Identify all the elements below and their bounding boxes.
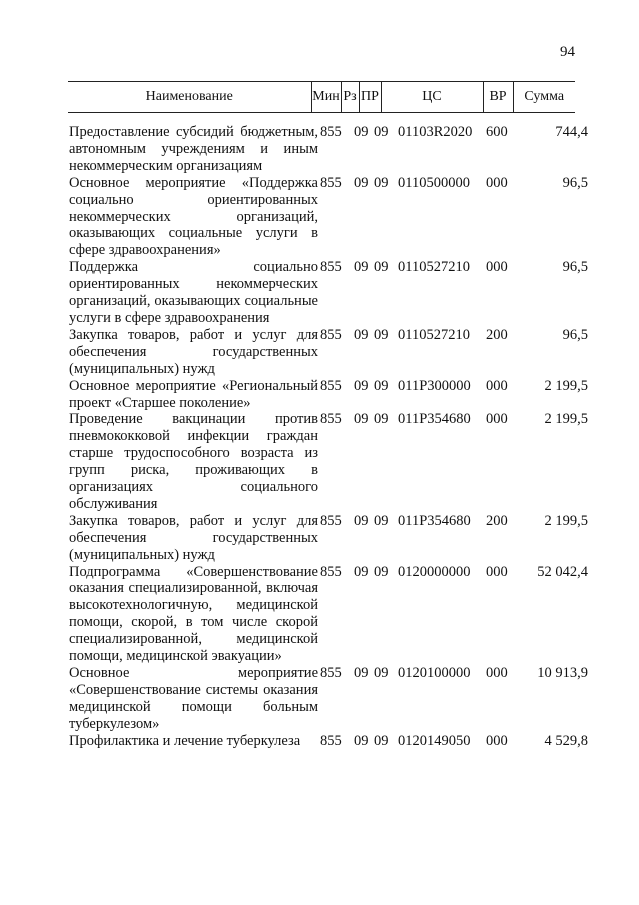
row-vr: 000: [486, 377, 508, 394]
row-vr: 200: [486, 512, 508, 529]
row-min: 855: [320, 563, 342, 580]
row-sum: 96,5: [562, 326, 588, 343]
row-sum: 96,5: [562, 259, 588, 276]
row-pr: 09: [374, 732, 389, 749]
row-name: Закупка товаров, работ и услуг для обеспечения государственных (муниципальных) нужд: [69, 326, 318, 377]
budget-table-body: [69, 124, 589, 750]
header-cs: ЦС: [381, 82, 483, 113]
row-rz: 09: [354, 563, 369, 580]
row-name: Основное мероприятие «Региональный проект «Старшее поколение»: [69, 377, 318, 411]
table-row: [69, 327, 589, 378]
row-pr: 09: [374, 326, 389, 343]
header-vr: ВР: [483, 82, 513, 113]
row-name: Проведение вакцинации против пневмококковой инфекции граждан старше трудоспособного возраста из групп риска, проживающих в организациях социального обслуживания: [69, 411, 318, 512]
header-pr: ПР: [359, 82, 381, 113]
table-row: [69, 259, 589, 327]
row-pr: 09: [374, 563, 389, 580]
row-cs: 01103R2020: [398, 124, 473, 140]
row-sum: 2 199,5: [544, 512, 588, 529]
row-sum: 96,5: [562, 174, 588, 191]
row-cs: 011P354680: [398, 411, 471, 428]
row-rz: 09: [354, 326, 369, 343]
row-pr: 09: [374, 512, 389, 529]
row-rz: 09: [354, 665, 369, 681]
table-row: [69, 733, 589, 750]
row-vr: 600: [486, 124, 508, 140]
row-min: 855: [320, 326, 342, 343]
row-pr: 09: [374, 665, 389, 681]
table-row: [69, 124, 589, 175]
row-cs: 011P300000: [398, 377, 471, 394]
table-row: [69, 175, 589, 260]
row-vr: 200: [486, 326, 508, 343]
row-vr: 000: [486, 411, 508, 428]
row-vr: 000: [486, 259, 508, 276]
table-row: [69, 378, 589, 412]
row-rz: 09: [354, 174, 369, 191]
row-min: 855: [320, 259, 342, 276]
row-vr: 000: [486, 174, 508, 191]
row-pr: 09: [374, 174, 389, 191]
row-rz: 09: [354, 411, 369, 428]
row-sum: 4 529,8: [544, 732, 588, 749]
row-sum: 2 199,5: [544, 411, 588, 428]
row-min: 855: [320, 174, 342, 191]
row-cs: 0110527210: [398, 326, 470, 343]
page-number: 94: [560, 44, 575, 60]
header-name: Наименование: [68, 82, 311, 113]
row-sum: 10 913,9: [537, 665, 588, 681]
row-pr: 09: [374, 259, 389, 276]
table-row: [69, 665, 589, 733]
header-sum: Сумма: [513, 82, 575, 113]
row-name: Основное мероприятие «Совершенствование системы оказания медицинской помощи больным туберкулезом»: [69, 665, 318, 732]
table-row: [69, 513, 589, 564]
row-vr: 000: [486, 732, 508, 749]
row-cs: 0110500000: [398, 174, 470, 191]
row-cs: 0120149050: [398, 732, 471, 749]
header-rz: Рз: [341, 82, 359, 113]
row-pr: 09: [374, 377, 389, 394]
row-name: Профилактика и лечение туберкулеза: [69, 732, 301, 749]
row-pr: 09: [374, 124, 389, 140]
table-header: [68, 81, 575, 113]
row-rz: 09: [354, 259, 369, 276]
row-min: 855: [320, 124, 342, 140]
row-sum: 2 199,5: [544, 377, 588, 394]
row-cs: 0120100000: [398, 665, 471, 681]
row-sum: 52 042,4: [537, 563, 588, 580]
row-min: 855: [320, 732, 342, 749]
row-min: 855: [320, 411, 342, 428]
row-name: Основное мероприятие «Поддержка социально ориентированных некоммерческих организаций, оказывающих социальные услуги в сфере здравоохранения»: [69, 174, 318, 259]
row-rz: 09: [354, 732, 369, 749]
table-row: [69, 564, 589, 665]
row-min: 855: [320, 512, 342, 529]
row-vr: 000: [486, 563, 508, 580]
row-rz: 09: [354, 377, 369, 394]
row-cs: 0120000000: [398, 563, 471, 580]
row-min: 855: [320, 377, 342, 394]
header-min: Мин: [311, 82, 341, 113]
row-pr: 09: [374, 411, 389, 428]
table-row: [69, 411, 589, 512]
row-rz: 09: [354, 512, 369, 529]
row-vr: 000: [486, 665, 508, 681]
row-min: 855: [320, 665, 342, 681]
row-sum: 744,4: [555, 124, 588, 140]
row-cs: 011P354680: [398, 512, 471, 529]
row-name: Поддержка социально ориентированных некоммерческих организаций, оказывающих социальные услуги в сфере здравоохранения: [69, 259, 318, 326]
row-name: Предоставление субсидий бюджетным, автономным учреждениям и иным некоммерческим организациям: [69, 124, 318, 174]
row-rz: 09: [354, 124, 369, 140]
row-name: Закупка товаров, работ и услуг для обеспечения государственных (муниципальных) нужд: [69, 512, 318, 563]
row-name: Подпрограмма «Совершенствование оказания специализированной, включая высокотехнологичную, медицинской помощи, скорой, в том числе скорой специализированной, медицинской помощи, медицинской эвакуации»: [69, 563, 318, 665]
row-cs: 0110527210: [398, 259, 470, 276]
